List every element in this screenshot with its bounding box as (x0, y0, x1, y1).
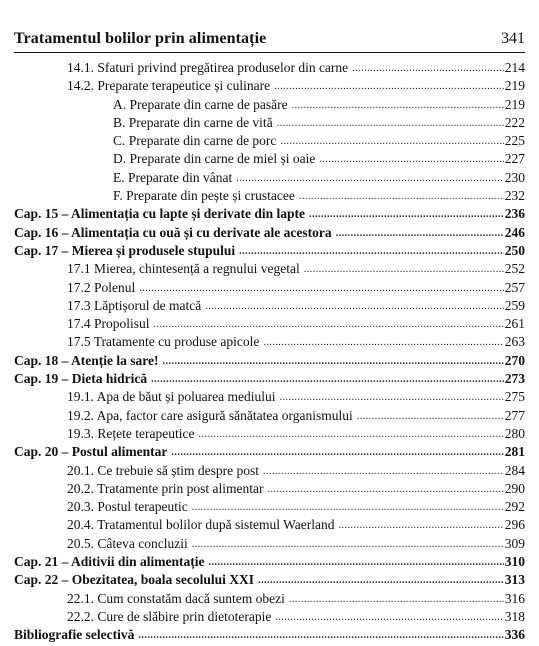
dot-leader (309, 206, 504, 224)
toc-subsection-entry (14, 169, 525, 187)
toc-entry-label: 20.3. Postul terapeutic (67, 499, 188, 515)
toc-section-entry (14, 608, 525, 626)
toc-section-entry (14, 279, 525, 297)
dot-leader (139, 280, 503, 298)
toc-entry-line (14, 443, 525, 461)
toc-section-entry (14, 77, 525, 95)
toc-entry-label: 17.4 Propolisul (67, 316, 150, 332)
toc-entry-label: 17.2 Polenul (67, 279, 136, 295)
dot-leader (209, 554, 504, 572)
toc-entry-label: F. Preparate din pește și crustacee (113, 188, 295, 204)
toc-entry-line (67, 462, 525, 480)
dot-leader (292, 97, 504, 115)
dot-leader (192, 499, 504, 517)
toc-entry-page: 219 (504, 78, 525, 94)
toc-entry-page: 236 (504, 206, 525, 222)
toc-entry-page: 281 (504, 444, 525, 460)
toc-entry-label: Cap. 17 – Mierea și produsele stupului (14, 242, 236, 258)
dot-leader (154, 316, 504, 334)
book-title: Tratamentul bolilor prin alimentație (14, 30, 267, 47)
toc-section-entry (14, 480, 525, 498)
toc-entry-page: 336 (504, 627, 525, 643)
toc-entry-page: 316 (504, 590, 525, 606)
toc-entry-line (67, 425, 525, 443)
toc-entry-page: 222 (504, 114, 525, 130)
toc-entry-line (67, 480, 525, 498)
toc-entry-label: 17.1 Mierea, chintesență a regnului vegetal (67, 261, 300, 277)
toc-entry-label: Bibliografie selectivă (14, 627, 135, 643)
toc-entry-label: 19.2. Apa, factor care asigură sănătatea organismului (67, 407, 353, 423)
toc-subsection-entry (14, 150, 525, 168)
dot-leader (163, 353, 504, 371)
dot-leader (299, 188, 504, 206)
toc-entry-page: 250 (504, 242, 525, 258)
toc-entry-page: 219 (504, 96, 525, 112)
dot-leader (263, 334, 503, 352)
toc-entry-line (67, 388, 525, 406)
toc-entry-label: Cap. 15 – Alimentația cu lapte și derivate din lapte (14, 206, 305, 222)
toc-entry-line (67, 333, 525, 351)
toc-entry-page: 261 (504, 316, 525, 332)
toc-entry-page: 313 (504, 572, 525, 588)
dot-leader (151, 371, 504, 389)
dot-leader (280, 133, 503, 151)
toc-section-entry (14, 260, 525, 278)
toc-entry-label: Cap. 21 – Aditivii din alimentație (14, 554, 205, 570)
toc-entry-page: 259 (504, 297, 525, 313)
dot-leader (319, 151, 503, 169)
toc-section-entry (14, 388, 525, 406)
toc-subsection-entry (14, 187, 525, 205)
toc-entry-page: 292 (504, 499, 525, 515)
toc-entry-line (14, 205, 525, 223)
toc-entry-page: 214 (504, 60, 525, 75)
toc-chapter-entry (14, 242, 525, 260)
running-header (14, 28, 525, 53)
toc-entry-line (67, 608, 525, 626)
toc-entry-page: 310 (504, 554, 525, 570)
toc-section-entry (14, 407, 525, 425)
toc-entry-page: 230 (504, 169, 525, 185)
toc-entry-line (67, 407, 525, 425)
toc-chapter-entry (14, 370, 525, 388)
page-number: 341 (501, 30, 525, 47)
toc-entry-line (14, 571, 525, 589)
toc-entry-line (113, 114, 525, 132)
toc-entry-page: 270 (504, 352, 525, 368)
toc-entry-page: 257 (504, 279, 525, 295)
toc-entry-line (67, 516, 525, 534)
toc-entry-label: 19.1. Apa de băut și poluarea mediului (67, 389, 276, 405)
toc-section-entry (14, 516, 525, 534)
toc-entry-label: A. Preparate din carne de pasăre (113, 96, 288, 112)
toc-section-entry (14, 59, 525, 77)
toc-subsection-entry (14, 114, 525, 132)
toc-entry-page: 273 (504, 371, 525, 387)
toc-entry-line (67, 535, 525, 553)
toc-section-entry (14, 315, 525, 333)
toc-entry-page: 263 (504, 334, 525, 350)
toc-entry-page: 225 (504, 133, 525, 149)
toc-entry-line (113, 187, 525, 205)
dot-leader (357, 408, 504, 426)
toc-entry-label: C. Preparate din carne de porc (113, 133, 277, 149)
toc-entry-line (67, 260, 525, 278)
toc-entry-label: B. Preparate din carne de vită (113, 114, 273, 130)
toc-entry-page: 280 (504, 425, 525, 441)
toc-chapter-entry (14, 352, 525, 370)
toc-chapter-entry (14, 205, 525, 223)
toc-entry-line (14, 224, 525, 242)
dot-leader (263, 463, 504, 481)
toc-entry-label: E. Preparate din vânat (113, 169, 233, 185)
toc-entry-label: 20.5. Câteva concluzii (67, 535, 188, 551)
dot-leader (198, 426, 503, 444)
toc-section-entry (14, 462, 525, 480)
dot-leader (336, 225, 504, 243)
toc-entry-line (113, 150, 525, 168)
toc-entry-page: 246 (504, 224, 525, 240)
dot-leader (258, 572, 504, 590)
toc-entry-page: 277 (504, 407, 525, 423)
dot-leader (304, 261, 504, 279)
dot-leader (236, 170, 504, 188)
toc-entry-line (113, 132, 525, 150)
dot-leader (138, 627, 503, 645)
toc-entry-label: 20.2. Tratamente prin post alimentar (67, 480, 264, 496)
toc-entry-line (113, 169, 525, 187)
toc-entry-page: 296 (504, 517, 525, 533)
toc-entry-page: 232 (504, 188, 525, 204)
toc-entry-line (14, 352, 525, 370)
toc-subsection-entry (14, 132, 525, 150)
toc-entry-page: 275 (504, 389, 525, 405)
toc-entry-page: 290 (504, 480, 525, 496)
dot-leader (267, 481, 503, 499)
toc-chapter-entry (14, 626, 525, 644)
toc-entry-line (67, 297, 525, 315)
toc-entry-line (14, 370, 525, 388)
toc-entry-line (67, 315, 525, 333)
toc-entry-label: Cap. 22 – Obezitatea, boala secolului XXI (14, 572, 255, 588)
toc-entry-label: 14.2. Preparate terapeutice și culinare (67, 78, 271, 94)
toc-entry-line (67, 77, 525, 95)
toc-entry-label: Cap. 19 – Dieta hidrică (14, 371, 148, 387)
toc-entry-label: 14.1. Sfaturi privind pregătirea produselor din carne (67, 60, 349, 75)
dot-leader (339, 517, 504, 535)
table-of-contents (14, 59, 525, 645)
toc-entry-page: 284 (504, 462, 525, 478)
dot-leader (274, 78, 504, 96)
toc-section-entry (14, 498, 525, 516)
toc-chapter-entry (14, 553, 525, 571)
toc-section-entry (14, 535, 525, 553)
dot-leader (239, 243, 504, 261)
dot-leader (192, 536, 504, 554)
toc-section-entry (14, 590, 525, 608)
toc-entry-label: 17.5 Tratamente cu produse apicole (67, 334, 260, 350)
toc-entry-label: D. Preparate din carne de miel și oaie (113, 151, 316, 167)
toc-entry-page: 227 (504, 151, 525, 167)
toc-entry-line (14, 626, 525, 644)
toc-entry-label: 17.3 Lăptișorul de matcă (67, 297, 202, 313)
toc-entry-label: Cap. 20 – Postul alimentar (14, 444, 168, 460)
toc-entry-label: 19.3. Rețete terapeutice (67, 425, 195, 441)
toc-entry-label: 22.1. Cum constatăm dacă suntem obezi (67, 590, 285, 606)
toc-entry-line (67, 279, 525, 297)
toc-section-entry (14, 297, 525, 315)
toc-section-entry (14, 333, 525, 351)
dot-leader (205, 298, 504, 316)
toc-subsection-entry (14, 96, 525, 114)
dot-leader (171, 444, 503, 462)
toc-entry-page: 309 (504, 535, 525, 551)
toc-chapter-entry (14, 443, 525, 461)
toc-entry-label: 20.4. Tratamentul bolilor după sistemul Waerland (67, 517, 335, 533)
toc-entry-label: Cap. 18 – Atenție la sare! (14, 352, 159, 368)
toc-entry-line (67, 498, 525, 516)
toc-chapter-entry (14, 571, 525, 589)
dot-leader (277, 115, 504, 133)
toc-chapter-entry (14, 224, 525, 242)
toc-entry-line (67, 590, 525, 608)
toc-section-entry (14, 425, 525, 443)
toc-entry-line (14, 553, 525, 571)
dot-leader (275, 609, 503, 627)
dot-leader (279, 389, 503, 407)
toc-entry-label: 20.1. Ce trebuie să știm despre post (67, 462, 259, 478)
toc-entry-label: 22.2. Cure de slăbire prin dietoterapie (67, 608, 272, 624)
dot-leader (352, 60, 504, 78)
toc-entry-page: 318 (504, 608, 525, 624)
toc-entry-line (67, 59, 525, 77)
dot-leader (289, 591, 504, 609)
toc-entry-label: Cap. 16 – Alimentația cu ouă și cu derivate ale acestora (14, 224, 332, 240)
toc-entry-line (113, 96, 525, 114)
toc-entry-page: 252 (504, 261, 525, 277)
toc-entry-line (14, 242, 525, 260)
